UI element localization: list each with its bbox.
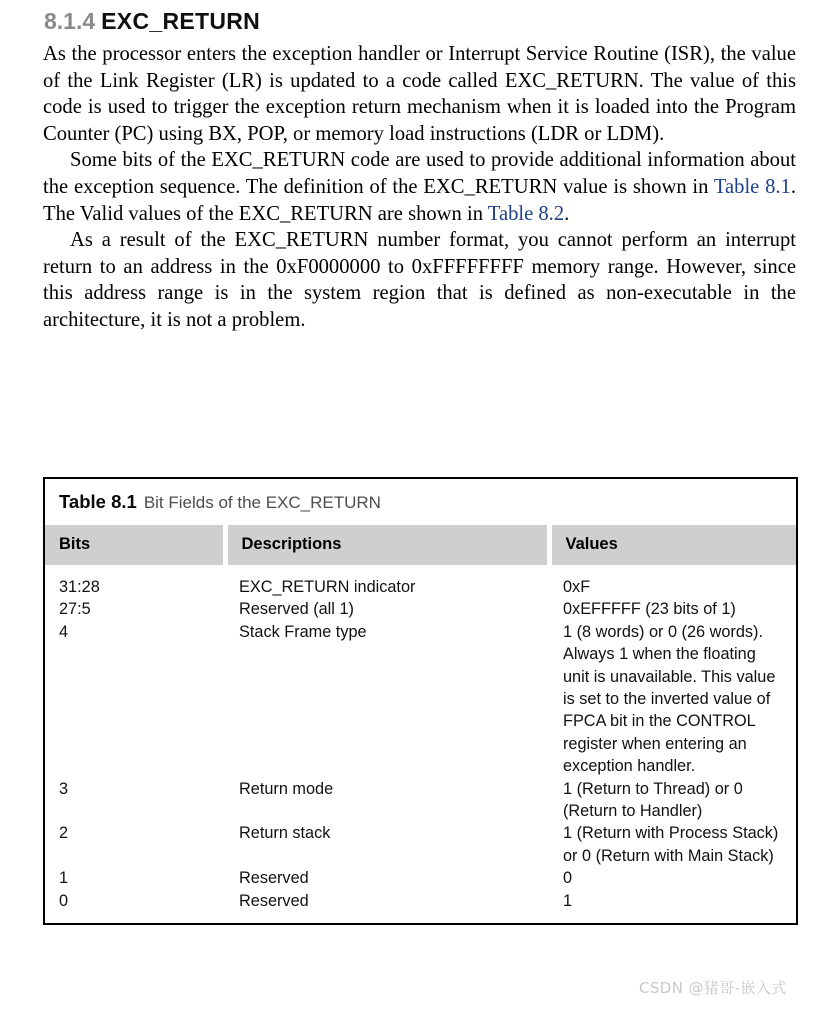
cell-value: 0xF [563,578,591,596]
cell-description: Reserved [239,869,309,888]
link-table-8-1[interactable]: Table 8.1 [713,175,791,198]
paragraph-2 [43,147,796,227]
link-table-8-2[interactable]: Table 8.2 [487,202,565,225]
body-text [43,41,796,334]
paragraph-1-text: As the processor enters the exception handler or Interrupt Service Routine (ISR), the value of the Link Register (LR) is updated to a code called EXC_RETURN. The value of this code is used to trigger the exception return mechanism when it is loaded into the Program Counter (PC) using BX, POP, or memory load instructions (LDR or LDM). [43,43,796,145]
cell-bits: 3 [59,779,69,798]
cell-value: 1 [563,891,573,910]
watermark: CSDN @猪哥-嵌入式 [639,979,787,997]
table-row [45,890,796,923]
cell-bits: 0 [59,891,69,910]
paragraph-1 [43,41,796,147]
cell-value: 1 (Return with Process Stack) or 0 (Return with Main Stack) [563,824,779,865]
table-body [45,565,796,923]
cell-bits: 2 [59,824,69,843]
cell-description: EXC_RETURN indicator [239,578,416,596]
cell-bits: 1 [59,869,69,888]
cell-bits: 27:5 [59,600,91,619]
cell-bits: 4 [59,622,69,641]
table-caption-text: Bit Fields of the EXC_RETURN [143,493,381,512]
column-header-descriptions: Descriptions [225,525,549,565]
section-title: EXC_RETURN [101,8,261,34]
cell-value: 1 (Return to Thread) or 0 (Return to Handler) [563,779,743,821]
table-header-row [45,525,796,565]
page-title [44,8,260,35]
table-caption-label: Table 8.1 [59,491,137,512]
cell-description: Return stack [239,824,331,843]
cell-description: Stack Frame type [239,622,367,641]
table-row [45,822,796,867]
section-number: 8.1.4 [44,8,96,34]
paragraph-3 [43,227,796,333]
paragraph-2-text-c: . [564,202,570,225]
table-row [45,598,796,620]
table-caption [45,479,796,525]
paragraph-2-text-b: . The Valid values of the EXC_RETURN are shown in [43,175,796,225]
column-header-bits: Bits [45,525,225,565]
cell-value: 0xEFFFFF (23 bits of 1) [563,600,736,619]
paragraph-2-text-a: Some bits of the EXC_RETURN code are used to provide additional information about the exception sequence. The definition of the EXC_RETURN value is shown in [43,149,796,198]
table-8-1 [43,477,798,925]
column-header-values: Values [549,525,796,565]
table-row [45,867,796,889]
cell-value: 1 (8 words) or 0 (26 words). Always 1 when the floating unit is unavailable. This value is set to the inverted value of FPCA bit in the CONTROL register when entering an exception handler. [563,622,776,776]
cell-description: Return mode [239,779,334,798]
table-row [45,778,796,823]
cell-value: 0 [563,869,573,888]
table-row [45,565,796,598]
cell-description: Reserved [239,891,309,910]
cell-bits: 31:28 [59,578,100,596]
bit-fields-table [45,525,796,923]
paragraph-3-text: As a result of the EXC_RETURN number format, you cannot perform an interrupt return to an address in the 0xF0000000 to 0xFFFFFFFF memory range. However, since this address range is in the system region that is defined as non-executable in the architecture, it is not a problem. [43,229,796,331]
cell-description: Reserved (all 1) [239,600,354,619]
table-row [45,621,796,778]
